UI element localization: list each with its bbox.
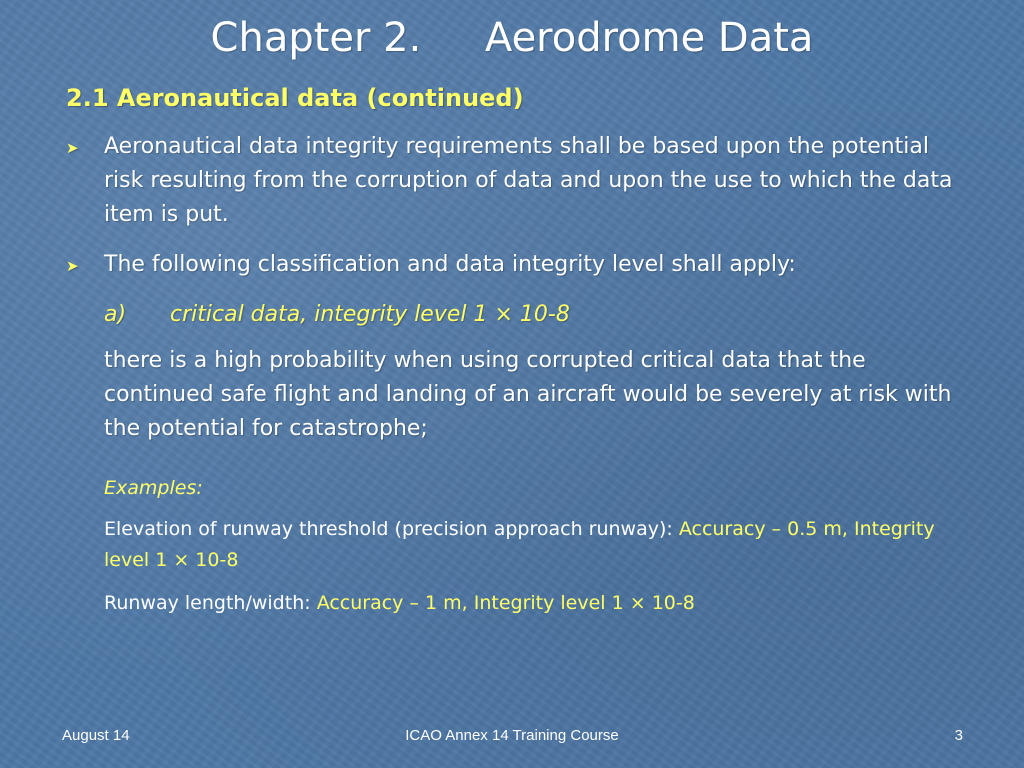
example-item [66, 588, 966, 619]
example-label: Elevation of runway threshold (precision approach runway): [104, 518, 679, 540]
bullet-text: The following classification and data integrity level shall apply: [104, 252, 796, 277]
bullet-text: Aeronautical data integrity requirements shall be based upon the potential risk resulting from the corruption of data and upon the use to which the data item is put. [104, 134, 953, 227]
examples-label: Examples: [104, 477, 203, 499]
bullet-item [66, 248, 966, 282]
example-label: Runway length/width: [104, 592, 317, 614]
slide-title: Chapter 2. Aerodrome Data [210, 15, 814, 61]
example-accuracy: Accuracy – 0.5 m, Integrity level 1 × 10-8 [104, 518, 935, 571]
item-letter: a) [104, 302, 127, 327]
example-item [66, 514, 966, 576]
arrow-bullet-icon: ➤ [66, 139, 79, 157]
item-text: critical data, integrity level 1 × 10-8 [170, 302, 570, 327]
section-heading: 2.1 Aeronautical data (continued) [66, 84, 524, 112]
example-accuracy: Accuracy – 1 m, Integrity level 1 × 10-8 [316, 592, 695, 614]
bullet-item [66, 130, 966, 232]
classification-item-a [66, 298, 966, 332]
footer-date: August 14 [62, 727, 130, 744]
footer-page-number: 3 [954, 727, 963, 744]
arrow-bullet-icon: ➤ [66, 257, 79, 275]
footer-course: ICAO Annex 14 Training Course [405, 727, 619, 744]
classification-description: there is a high probability when using corrupted critical data that the continued safe flight and landing of an aircraft would be severely at risk with the potential for catastrophe; [104, 348, 952, 441]
slide-body [66, 130, 966, 619]
